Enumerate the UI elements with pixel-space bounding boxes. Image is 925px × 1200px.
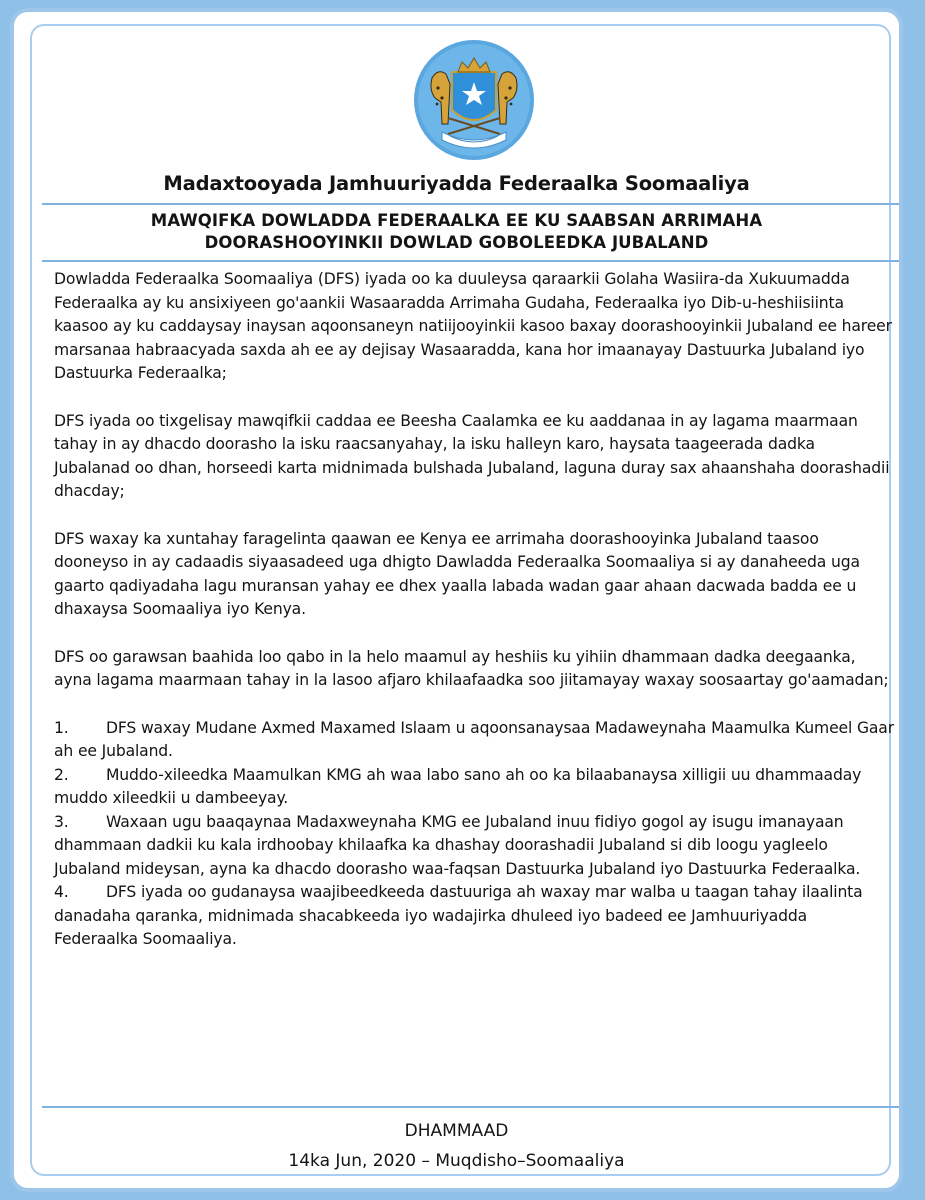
closing-block bbox=[14, 1116, 899, 1176]
list-item-number: 1. bbox=[54, 718, 69, 737]
divider-top bbox=[42, 203, 903, 205]
list-item bbox=[54, 764, 894, 811]
decision-list bbox=[54, 717, 894, 952]
list-item-number: 3. bbox=[54, 812, 69, 831]
divider-bottom bbox=[42, 1106, 903, 1108]
closing-end-word: DHAMMAAD bbox=[404, 1121, 509, 1141]
org-title: Madaxtooyada Jamhuuriyadda Federaalka Soomaaliya bbox=[163, 172, 750, 195]
paragraph: Dowladda Federaalka Soomaaliya (DFS) iyada oo ka duuleysa qaraarkii Golaha Wasiira-da Xukuumadda Federaalka ay ku ansixiyeen go'aankii Wasaaradda Arrimaha Gudaha, Federaalka iyo Dib-u-heshiisiinta kaasoo ay ku caddaysay inaysan aqoonsaneyn natiijooyinkii kasoo baxay doorashooyinkii Jubaland ee hareer marsanaa habraacyada saxda ah ee ay dejisay Wasaaradda, kana hor imaanayay Dastuurka Jubaland iyo Dastuurka Federaalka; bbox=[54, 270, 892, 382]
list-item-number: 2. bbox=[54, 765, 69, 784]
paragraph: DFS waxay ka xuntahay faragelinta qaawan ee Kenya ee arrimaha doorashooyinka Jubaland taasoo dooneyso in ay cadaadis siyaasadeed uga dhigto Dawladda Federaalka Soomaaliya si ay danaheeda uga gaarto qadiyadaha lagu muransan yahay ee dhex yaalla labada wadan gaar ahaan dacwada badda ee u dhaxaysa Soomaaliya iyo Kenya. bbox=[54, 529, 860, 618]
paragraph: DFS oo garawsan baahida loo qabo in la helo maamul ay heshiis ku yihiin dhammaan dadka deegaanka, ayna lagama maarmaan tahay in la lasoo afjaro khilaafaadka soo jiitamayay waxay soosaartay go'aamadan; bbox=[54, 647, 889, 689]
list-item-text: Waxaan ugu baaqaynaa Madaxweynaha KMG ee Jubaland inuu fidiyo gogol ay isugu imanayaan dhammaan dadkii ku kala irdhoobay khilaafka ka dhashay doorashadii Jubaland si dib loogu yagleelo Jubaland mideysan, ayna ka dhacdo doorasho waa-faqsan Dastuurka Jubaland iyo Dastuurka Federaalka. bbox=[54, 812, 861, 878]
document-frame bbox=[10, 8, 903, 1192]
document-title-line-1: MAWQIFKA DOWLADDA FEDERAALKA EE KU SAABSAN ARRIMAHA bbox=[150, 211, 763, 230]
paragraph: DFS iyada oo tixgelisay mawqifkii caddaa ee Beesha Caalamka ee ku aaddanaa in ay lagama maarmaan tahay in ay dhacdo doorasho la isku raacsanyahay, la isku halleyn karo, haysata taageerada dadka Jubalanad oo dhan, horseedi karta midnimada bulshada Jubaland, laguna duray sax ahaanshaha doorashadii dhacday; bbox=[54, 411, 890, 500]
list-item bbox=[54, 811, 894, 882]
document-body bbox=[54, 268, 894, 952]
document-title-line-2: DOORASHOOYINKII DOWLAD GOBOLEEDKA JUBALAND bbox=[204, 233, 709, 252]
document-title bbox=[14, 210, 899, 254]
coat-of-arms-emblem bbox=[412, 38, 536, 162]
list-item-text: DFS waxay Mudane Axmed Maxamed Islaam u aqoonsanaysaa Madaweynaha Maamulka Kumeel Gaar ah ee Jubaland. bbox=[54, 718, 894, 760]
closing-date-place: 14ka Jun, 2020 – Muqdisho–Soomaaliya bbox=[288, 1151, 625, 1171]
list-item bbox=[54, 881, 894, 952]
list-item bbox=[54, 717, 894, 764]
list-item-text: DFS iyada oo gudanaysa waajibeedkeeda dastuuriga ah waxay mar walba u taagan tahay ilaalinta danadaha qaranka, midnimada shacabkeeda iyo wadajirka dhuleed iyo badeed ee Jamhuuriyadda Federaalka Soomaaliya. bbox=[54, 883, 863, 948]
divider-title-bottom bbox=[42, 260, 903, 262]
list-item-number: 4. bbox=[54, 883, 69, 901]
list-item-text: Muddo-xileedka Maamulkan KMG ah waa labo sano ah oo ka bilaabanaysa xilligii uu dhammaaday muddo xileedkii u dambeeyay. bbox=[54, 765, 862, 807]
